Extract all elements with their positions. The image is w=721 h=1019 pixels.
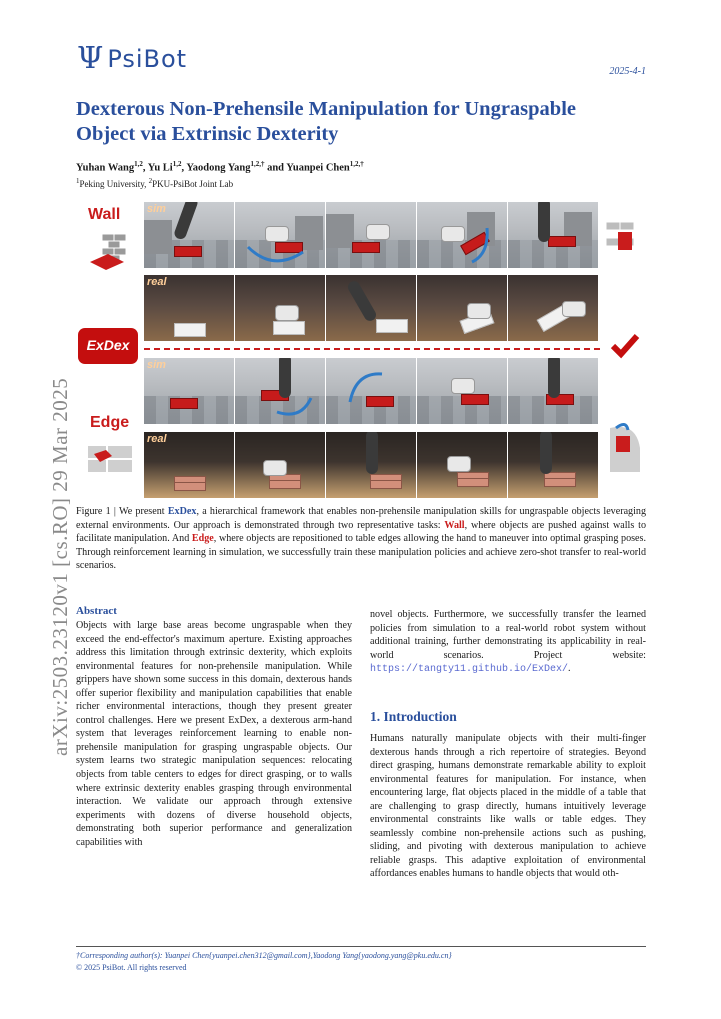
author-list <box>76 160 364 174</box>
real-tag: real <box>147 276 167 288</box>
introduction-text: Humans naturally manipulate objects with their multi-finger dexterous hands through a rich repertoire of strategies. Beyond direct grasping, humans demonstrate remarkable ability to exploit environmental features for manipulation. For instance, when encountering large, flat objects placed in the middle of a table that are challenging to grasp directly, humans intuitively leverage environmental constraints like walls or table edges. They seamlessly combine non-prehensile actions such as pushing, sliding, and pivoting with dexterous manipulation to achieve reliable grasps. This adaptive exploitation of environmental affordances enables humans to handle objects that would oth- <box>370 733 646 880</box>
edge-sim-frame <box>235 358 325 424</box>
author-separator: , <box>142 162 148 174</box>
edge-label: Edge <box>90 414 130 431</box>
real-tag: real <box>147 433 167 445</box>
author-name: Yaodong Yang <box>186 162 251 174</box>
introduction-heading: 1. Introduction <box>370 709 457 724</box>
abstract-text: Objects with large base areas become ungraspable when they exceed the end-effector's maximum aperture. Existing approaches address this limitation through extrinsic dexterity, which exploits environmental features for non-prehensile manipulation. While grippers have shown some success in this domain, dexterous hands offer superior flexibility and manipulation capabilities that enable richer environmental interactions, though they present greater control challenges. Here we present ExDex, a dexterous arm-hand system that leverages reinforcement learning to enable non-prehensile manipulation for grasping ungraspable objects. Our system learns two strategic manipulation sequences: relocating objects from table centers to edges for direct grasping, or to walls where extrinsic dexterity enables grasping through environmental interaction. We validate our approach through extensive experiments with dozens of diverse household objects, demonstrating both superior performance and generalization capabilities with <box>76 620 352 848</box>
wall-real-frame <box>508 275 598 341</box>
edge-icon <box>88 440 132 474</box>
abstract-heading: Abstract <box>76 605 117 617</box>
edge-real-frame <box>417 432 507 498</box>
abstract-end: . <box>568 663 571 675</box>
exdex-badge <box>78 328 138 364</box>
logo-text: PsiBot <box>107 45 188 73</box>
edge-real-frame <box>326 432 416 498</box>
wall-sim-frame <box>417 202 507 268</box>
edge-result-icon <box>606 418 644 472</box>
affil-name: Peking University, <box>79 179 149 189</box>
paper-title: Dexterous Non-Prehensile Manipulation for Ungraspable Object via Extrinsic Dexterity <box>76 98 576 145</box>
wall-label: Wall <box>88 206 121 223</box>
affil-mark: 2 <box>148 177 153 185</box>
edge-sim-frame <box>417 358 507 424</box>
psi-logo-icon: Ψ <box>77 41 104 76</box>
publication-date: 2025-4-1 <box>609 66 646 77</box>
author-name: Yuanpei Chen <box>286 162 350 174</box>
affil-mark: 1 <box>76 177 80 185</box>
copyright-note: © 2025 PsiBot. All rights reserved <box>76 963 187 972</box>
psibot-logo <box>77 41 188 76</box>
caption-text: , where objects are pushed against walls to facilitate manipulation. And <box>76 519 646 545</box>
edge-sim-frame <box>508 358 598 424</box>
wall-sim-frame <box>508 202 598 268</box>
project-website-link[interactable]: https://tangty11.github.io/ExDex/ <box>370 664 569 676</box>
caption-text: , where objects are repositioned to table edges allowing the hand to maneuver into optimal grasping poses. Through reinforcement learning in simulation, we successfully train these manipulation policies and achieve zero-shot transfer to real-world scenarios. <box>76 533 646 572</box>
footnote-rule <box>76 946 646 947</box>
affiliations <box>76 177 233 189</box>
author-separator: , <box>181 162 187 174</box>
wall-sim-frame <box>144 202 234 268</box>
wall-icon <box>88 232 132 272</box>
wall-result-icon <box>604 220 640 254</box>
arxiv-id: arXiv:2503.23120v1 [cs.RO] 29 Mar 2025 <box>48 377 72 756</box>
wall-real-frame <box>144 275 234 341</box>
wall-sim-frame <box>326 202 416 268</box>
author-separator: and <box>264 162 287 174</box>
wall-real-frame <box>235 275 325 341</box>
author-affil: 1,2,† <box>349 160 364 168</box>
caption-text: , a hierarchical framework that enables non-prehensile manipulation skills for ungraspable objects leveraging external environments. Our approach is demonstrated through two representative tasks: <box>76 506 646 531</box>
figure-1 <box>76 200 646 490</box>
author-affil: 1,2,† <box>250 160 265 168</box>
edge-real-frame <box>144 432 234 498</box>
abstract-continued <box>370 608 646 677</box>
edge-sim-frame <box>144 358 234 424</box>
arxiv-stamp <box>10 316 72 756</box>
author-name: Yuhan Wang <box>76 162 135 174</box>
exdex-label: ExDex <box>86 337 130 353</box>
author-affil: 1,2 <box>134 160 143 168</box>
author-name: Yu Li <box>147 162 173 174</box>
checkmark-icon <box>610 332 640 360</box>
edge-real-frame <box>508 432 598 498</box>
wall-sim-frame <box>235 202 325 268</box>
edge-real-frame <box>235 432 325 498</box>
sim-tag: sim <box>147 359 166 371</box>
edge-sim-frame <box>326 358 416 424</box>
wall-real-frame <box>326 275 416 341</box>
caption-wall: Wall <box>444 519 465 531</box>
dashed-divider <box>144 348 600 350</box>
affil-name: PKU-PsiBot Joint Lab <box>152 179 234 189</box>
caption-edge: Edge <box>191 533 214 545</box>
author-affil: 1,2 <box>172 160 182 168</box>
corresponding-author-note: †Corresponding author(s): Yuanpei Chen{yuanpei.chen312@gmail.com},Yaodong Yang{yaodong.yang@pku.edu.cn} <box>76 951 452 960</box>
figure-caption <box>76 505 646 573</box>
sim-tag: sim <box>147 203 166 215</box>
wall-real-frame <box>417 275 507 341</box>
abstract-continued-text: novel objects. Furthermore, we successfully transfer the learned policies from simulation to a real-world robot system without additional training, further demonstrating its applicability in real-world scenarios. Project website: <box>370 609 646 661</box>
caption-exdex: ExDex <box>167 506 197 517</box>
caption-text: Figure 1 | We present <box>76 506 168 517</box>
